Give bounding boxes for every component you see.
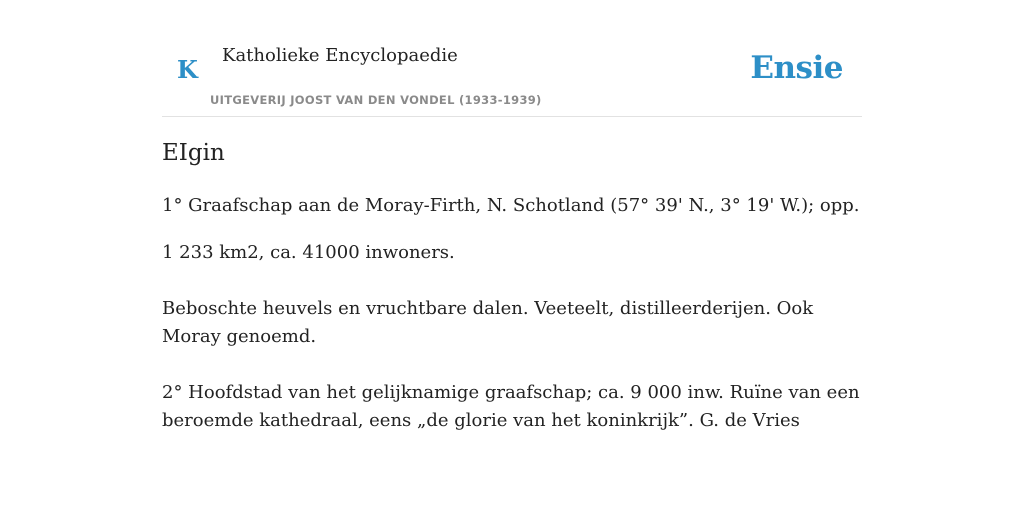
entry-paragraph: 1 233 km2, ca. 41000 inwoners. [162,242,455,263]
entry-title: EIgin [162,140,225,166]
publisher-subtitle: UITGEVERIJ JOOST VAN DEN VONDEL (1933-1939) [210,93,542,107]
page [162,0,862,431]
ensie-logo[interactable]: Ensie [750,50,843,86]
entry-paragraph: 1° Graafschap aan de Moray-Firth, N. Schotland (57° 39' N., 3° 19' W.); opp. [162,195,860,216]
publication-title[interactable]: Katholieke Encyclopaedie [222,45,458,66]
entry-paragraph: Beboschte heuvels en vruchtbare dalen. Veeteelt, distilleerderijen. Ook Moray genoemd. [162,298,814,347]
publication-logo[interactable]: K [177,55,198,84]
entry-paragraph: 2° Hoofdstad van het gelijknamige graafschap; ca. 9 000 inw. Ruïne van een beroemde kathedraal, eens „de glorie van het koninkrijk”. G. de Vries [162,382,860,431]
header [162,0,862,117]
